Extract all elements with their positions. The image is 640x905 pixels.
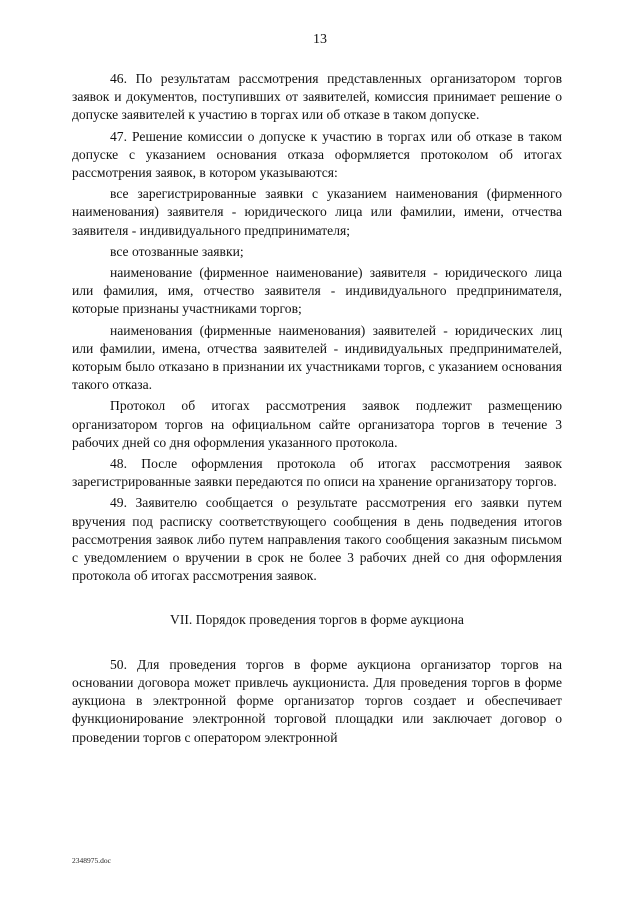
paragraph-47: 47. Решение комиссии о допуске к участию в торгах или об отказе в таком допуске с указанием основания отказа оформляется протоколом об итогах рассмотрения заявок, в котором указываются:	[72, 128, 562, 181]
paragraph-49: 49. Заявителю сообщается о результате рассмотрения его заявки путем вручения под расписку соответствующего сообщения в день подведения итогов рассмотрения заявок либо путем направления такого сообщения заказным письмом с уведомлением о вручении в срок не более 3 рабочих дней со дня оформления протокола об итогах рассмотрения заявок.	[72, 495, 562, 584]
paragraph-48: 48. После оформления протокола об итогах рассмотрения заявок зарегистрированные заявки передаются по описи на хранение организатору торгов.	[72, 456, 562, 490]
paragraph-47-item-admitted: наименование (фирменное наименование) заявителя - юридического лица или фамилия, имя, отчество заявителя - индивидуального предпринимателя, которые признаны участниками торгов;	[72, 265, 562, 317]
paragraph-47-item-refused: наименования (фирменные наименования) заявителей - юридических лиц или фамилии, имена, отчества заявителей - индивидуальных предпринимателей, которым было отказано в признании их участниками торгов, с указанием основания такого отказа.	[72, 322, 562, 393]
paragraph-47-item-registered: все зарегистрированные заявки с указанием наименования (фирменного наименования) заявителя - юридического лица или фамилии, имени, отчества заявителя - индивидуального предпринимателя;	[72, 186, 562, 238]
paragraph-46: 46. По результатам рассмотрения представленных организатором торгов заявок и документов, поступивших от заявителей, комиссия принимает решение о допуске заявителей к участию в торгах или об отказе в таком допуске.	[72, 71, 562, 123]
document-body	[72, 70, 562, 747]
file-name-footer: 2348975.doc	[72, 856, 111, 865]
page-number: 13	[313, 32, 327, 47]
paragraph-protocol: Протокол об итогах рассмотрения заявок подлежит размещению организатором торгов на официальном сайте организатора торгов в течение 3 рабочих дней со дня оформления указанного протокола.	[72, 398, 562, 450]
paragraph-50: 50. Для проведения торгов в форме аукциона организатор торгов на основании договора может привлечь аукциониста. Для проведения торгов в форме аукциона в электронной форме организатор торгов создает и обеспечивает функционирование электронной торговой площадки или заключает договор о проведении торгов с оператором электронной	[72, 656, 562, 745]
section-heading: VII. Порядок проведения торгов в форме аукциона	[170, 612, 464, 628]
paragraph-47-item-withdrawn: все отозванные заявки;	[110, 243, 244, 259]
